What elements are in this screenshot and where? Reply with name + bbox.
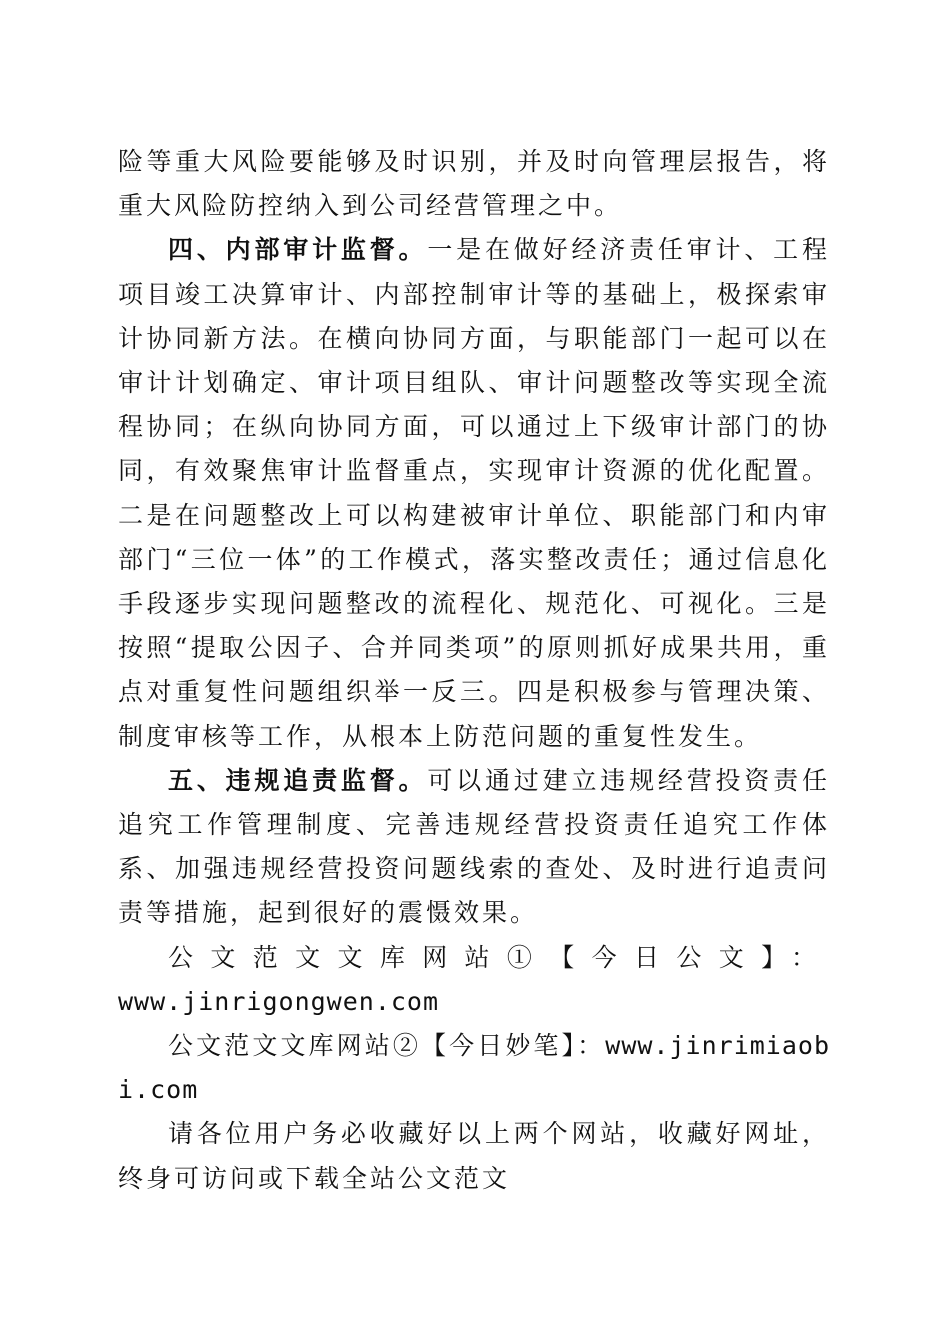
- paragraph-notice: [118, 1112, 830, 1200]
- site1-label-text: 公文范文文库网站①【今日公文】：: [168, 942, 830, 972]
- document-page: [118, 140, 830, 1201]
- paragraph-text: 可以通过建立违规经营投资责任追究工作管理制度、完善违规经营投资责任追究工作体系、加强违规经营投资问题线索的查处、及时进行追责问责等措施，起到很好的震慑效果。: [118, 765, 830, 928]
- site2-line: [118, 1024, 830, 1112]
- notice-text: 请各位用户务必收藏好以上两个网站，收藏好网址，终身可访问或下载全站公文范文: [118, 1119, 830, 1193]
- paragraph-risk-control: [118, 140, 830, 228]
- paragraph-text: 险等重大风险要能够及时识别，并及时向管理层报告，将重大风险防控纳入到公司经营管理之中。: [118, 147, 830, 221]
- site1-label: [118, 936, 830, 980]
- paragraph-text: 一是在做好经济责任审计、工程项目竣工决算审计、内部控制审计等的基础上，极探索审计协同新方法。在横向协同方面，与职能部门一起可以在审计计划确定、审计项目组队、审计问题整改等实现全流程协同；在纵向协同方面，可以通过上下级审计部门的协同，有效聚焦审计监督重点，实现审计资源的优化配置。二是在问题整改上可以构建被审计单位、职能部门和内审部门“三位一体”的工作模式，落实整改责任；通过信息化手段逐步实现问题整改的流程化、规范化、可视化。三是按照“提取公因子、合并同类项”的原则抓好成果共用，重点对重复性问题组织举一反三。四是积极参与管理决策、制度审核等工作，从根本上防范问题的重复性发生。: [118, 235, 830, 751]
- site2-url-text[interactable]: www.jinrimiaobi.com: [118, 1031, 830, 1105]
- section-heading-internal-audit: 四、内部审计监督。: [168, 235, 428, 265]
- site1-url[interactable]: [118, 980, 830, 1024]
- site2-label-text: 公文范文文库网站②【今日妙笔】：: [168, 1031, 606, 1061]
- site1-url-text[interactable]: www.jinrigongwen.com: [118, 986, 440, 1016]
- section-heading-accountability: 五、违规追责监督。: [168, 765, 428, 795]
- paragraph-accountability: [118, 759, 830, 936]
- paragraph-internal-audit: [118, 228, 830, 758]
